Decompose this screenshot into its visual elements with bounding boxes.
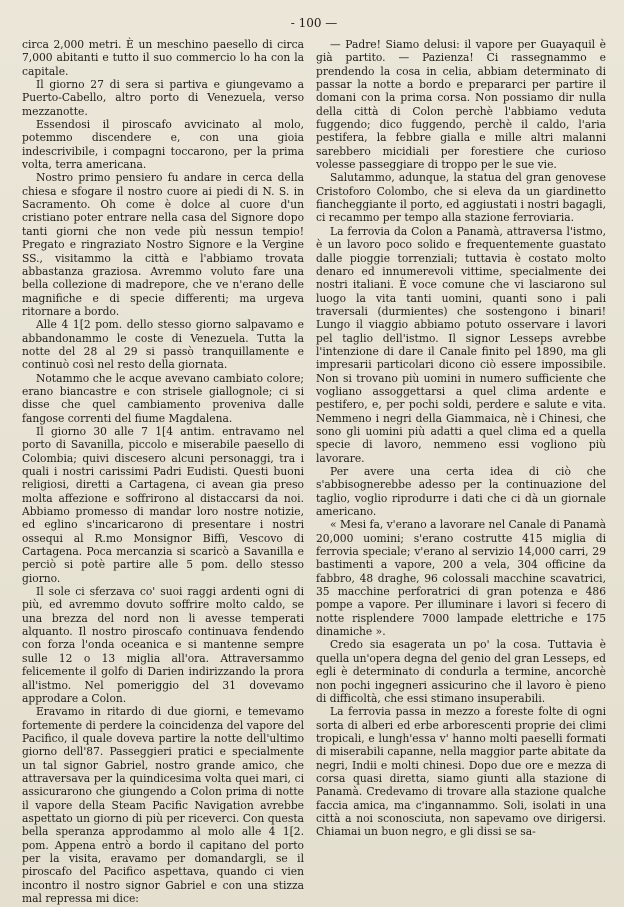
paragraph: circa 2,000 metri. È un meschino paesello di circa 7,000 abitanti e tutto il suo commercio lo ha con la capitale.: [22, 38, 304, 78]
paragraph: Eravamo in ritardo di due giorni, e temevamo fortemente di perdere la coincidenza del vapore del Pacifico, il quale doveva partire la notte dell'ultimo giorno dell'87. Passeggieri pratici e specialmente un tal signor Gabriel, nostro grande amico, che attraversava per la quindicesima volta quei mari, ci assicurarono che giungendo a Colon prima di notte il vapore della Steam Pacific Navigation avrebbe aspettato un giorno di più per riceverci. Con questa bella speranza approdammo al molo alle 4 1[2. pom. Appena entrò a bordo il capitano del porto per la visita, eravamo per domandargli, se il piroscafo del Pacifico aspettava, quando ci vien incontro il nostro signor Gabriel e con una stizza mal repressa mi dice:: [22, 705, 304, 905]
paragraph: « Mesi fa, v'erano a lavorare nel Canale di Panamà 20,000 uomini; s'erano costrutte 415 miglia di ferrovia speciale; v'erano al servizio 14,000 carri, 29 bastimenti a vapore, 200 a vela, 304 officine da fabbro, 48 draghe, 96 colossali macchine scavatrici, 35 macchine perforatrici di gran potenza e 486 pompe a vapore. Per illuminare i lavori si fecero di notte risplendere 7000 lampade elettriche e 175 dinamiche ».: [316, 518, 606, 639]
paragraph: La ferrovia passa in mezzo a foreste folte di ogni sorta di alberi ed erbe arborescenti proprie dei climi tropicali, e lungh'essa v' hanno molti paeselli formati di miserabili capanne, nella maggior parte abitate da negri, Indii e molti chinesi. Dopo due ore e mezza di corsa quasi diretta, siamo giunti alla stazione di Panamà. Credevamo di trovare alla stazione qualche faccia amica, ma c'ingannammo. Soli, isolati in una città a noi sconosciuta, non sapevamo ove dirigersi. Chiamai un buon negro, e gli dissi se sa-: [316, 705, 606, 839]
paragraph: La ferrovia da Colon a Panamà, attraversa l'istmo, è un lavoro poco solido e frequentemente guastato dalle pioggie torrenziali; tuttavia è costato molto denaro ed innumerevoli vittime, specialmente dei nostri italiani. È voce comune che vi lasciarono sul luogo la vita tanti uomini, quanti sono i pali traversali (durmientes) che sostengono i binari! Lungo il viaggio abbiamo potuto osservare i lavori pel taglio dell'istmo. Il signor Lesseps avrebbe l'intenzione di dare il Canale finito pel 1890, ma gli impresarii particolari dicono ciò essere impossibile. Non si trovano più uomini in numero sufficiente che vogliano assoggettarsi a quel clima ardente e pestifero, e, per pochi soldi, perdere e salute e vita. Nemmeno i negri della Giammaica, nè i Chinesi, che sono gli uomini più adatti a quel clima ed a quella specie di lavoro, nemmeno essi vogliono più lavorare.: [316, 224, 606, 465]
paragraph: Credo sia esagerata un po' la cosa. Tuttavia è quella un'opera degna del genio del gran Lesseps, ed egli è determinato di condurla a termine, ancorchè non pochi ingegneri assicurino che il lavoro è pieno di difficoltà, che essi stimano insuperabili.: [316, 638, 606, 705]
left-column: [22, 38, 304, 905]
paragraph: Per avere una certa idea di ciò che s'abbisognerebbe adesso per la continuazione del taglio, voglio riprodurre i dati che ci dà un giornale americano.: [316, 465, 606, 519]
paragraph: Notammo che le acque avevano cambiato colore; erano biancastre e con strisele giallognole; ci si disse che quel cambiamento proveniva dalle fangose correnti del fiume Magdalena.: [22, 371, 304, 425]
right-column: [316, 38, 606, 898]
paragraph: Il giorno 27 di sera si partiva e giungevamo a Puerto-Cabello, altro porto di Venezuela, verso mezzanotte.: [22, 78, 304, 118]
paragraph: — Padre! Siamo delusi: il vapore per Guayaquil è già partito. — Pazienza! Ci rassegnammo e prendendo la cosa in celia, abbiam determinato di passar la notte a bordo e prepararci per partire il domani con la prima corsa. Non possiamo dir nulla della città di Colon perchè l'abbiamo veduta fuggendo; dico fuggendo, perchè il caldo, l'aria pestifera, la febbre gialla e mille altri malanni sarebbero micidiali per forestiere che curioso volesse passeggiare di troppo per le sue vie.: [316, 38, 606, 172]
paragraph: Nostro primo pensiero fu andare in cerca della chiesa e sfogare il nostro cuore ai piedi di N. S. in Sacramento. Oh come è dolce al cuore d'un cristiano poter entrare nella casa del Signore dopo tanti giorni che non vede più nessun tempio! Pregato e ringraziato Nostro Signore e la Vergine SS., visitammo la città e l'abbiamo trovata abbastanza graziosa. Avremmo voluto fare una bella collezione di madrepore, che ve n'erano delle magnifiche e di specie differenti; ma urgeva ritornare a bordo.: [22, 171, 304, 318]
paragraph: Alle 4 1[2 pom. dello stesso giorno salpavamo e abbandonammo le coste di Venezuela. Tutta la notte del 28 al 29 si passò tranquillamente e continuò così nel resto della giornata.: [22, 318, 304, 372]
paragraph: Salutammo, adunque, la statua del gran genovese Cristoforo Colombo, che si eleva da un giardinetto fiancheggiante il porto, ed aggiustati i nostri bagagli, ci recammo per tempo alla stazione ferroviaria.: [316, 171, 606, 225]
paragraph: Il sole ci sferzava co' suoi raggi ardenti ogni di più, ed avremmo dovuto soffrire molto caldo, se una brezza del nord non li avesse temperati alquanto. Il nostro piroscafo continuava fendendo con forza l'onda oceanica e si mantenne sempre sulle 12 o 13 miglia all'ora. Attraversammo felicemente il golfo di Darien indirizzando la prora all'istmo. Nel pomeriggio del 31 dovevamo approdare a Colon.: [22, 585, 304, 705]
text-columns: [22, 38, 606, 905]
paragraph: Essendosi il piroscafo avvicinato al molo, potemmo discendere e, con una gioia indescrivibile, i compagni toccarono, per la prima volta, terra americana.: [22, 118, 304, 172]
paragraph: Il giorno 30 alle 7 1[4 antim. entravamo nel porto di Savanilla, piccolo e miserabile paesello di Colombia; quivi discesero alcuni personaggi, tra i quali i nostri carissimi Padri Eudisti. Questi buoni religiosi, diretti a Cartagena, ci avean gia preso molta affezione e soffrirono al distaccarsi da noi. Abbiamo promesso di mandar loro nostre notizie, ed eglino s'incaricarono di presentare i nostri ossequi al R.mo Monsignor Biffi, Vescovo di Cartagena. Poca mercanzia si scaricò a Savanilla e perciò si potè partire alle 5 pom. dello stesso giorno.: [22, 424, 304, 585]
page-number: - 100 —: [290, 16, 338, 30]
